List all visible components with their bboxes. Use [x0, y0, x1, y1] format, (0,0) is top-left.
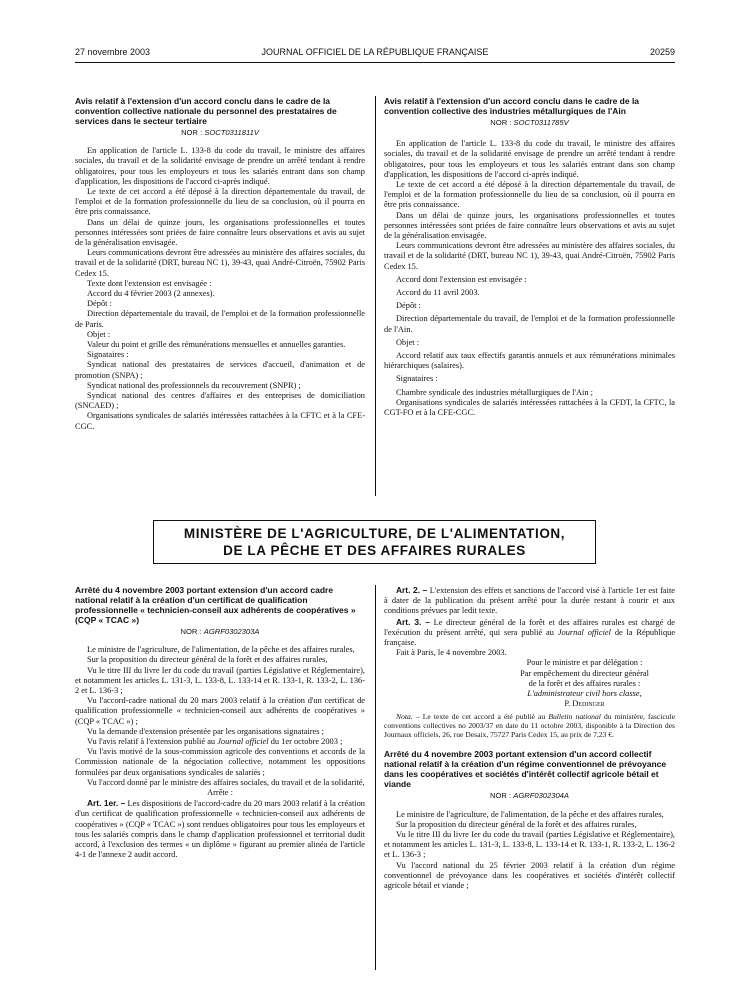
article-1: Art. 1er. – Les dispositions de l'accord-cadre du 20 mars 2003 relatif à la création d'un certificat de qualification professionnelle « technicien-conseil aux adhérents de coopératives » (CQP « TCAC ») sont rendues obligatoires pour tous les employeurs et tous les salariés compris dans le champ d'application professionnel et territorial dudit accord, à l'exclusion des termes « un diplôme » figurant au premier alinéa de l'article 4-1 de l'annexe 2 audit accord. [75, 798, 365, 860]
arrete-1-continued [384, 585, 675, 891]
article-2: Art. 2. – L'extension des effets et sanctions de l'accord visé à l'article 1er est faite à dater de la publication du présent arrêté pour la durée restant à courir et aux conditions prévues par ledit texte. [384, 585, 675, 616]
signature-block: Pour le ministre et par délégation : Par empêchement du directeur général de la forêt et des affaires rurales : L'administrateur civil hors classe, P. Dedinger [494, 658, 675, 709]
journal-title: JOURNAL OFFICIEL DE LA RÉPUBLIQUE FRANÇAISE [261, 47, 489, 57]
paragraph: Leurs communications devront être adressées au ministère des affaires sociales, du travail et de la solidarité (DRT, bureau NC 1), 39-43, quai André-Citroën, 75902 Paris Cedex 15. [75, 248, 365, 278]
paragraph: Le texte de cet accord a été déposé à la direction départementale du travail, de l'emploi et de la formation professionnelle du lieu de sa conclusion, où il pourra en être pris connaissance. [75, 187, 365, 217]
paragraph: Leurs communications devront être adressées au ministère des affaires sociales, du travail et de la solidarité (DRT, bureau NC 1), 39-43, quai André-Citroën, 75902 Paris Cedex 15. [384, 241, 675, 271]
arrete-2-title: Arrêté du 4 novembre 2003 portant extension d'un accord collectif national relatif à la création d'un régime conventionnel de prévoyance dans les coopératives et sociétés d'intérêt collectif agricole bétail et viande [384, 749, 667, 790]
paragraph: Vu l'accord national du 25 février 2003 relatif à la création d'un régime conventionnel de prévoyance dans les coopératives et sociétés d'intérêt collectif agricole bétail et viande ; [384, 860, 675, 891]
paragraph: Accord du 11 avril 2003. [396, 288, 480, 298]
ministry-banner-line-2: DE LA PÊCHE ET DES AFFAIRES RURALES [223, 543, 526, 558]
label: Texte dont l'extension est envisagée : [87, 278, 212, 288]
paragraph: Syndicat national des professionnels du recouvrement (SNPR) ; [87, 380, 301, 390]
paragraph: Direction départementale du travail, de l'emploi et de la formation professionnelle de l'Ain. [384, 314, 675, 334]
paragraph: Le ministre de l'agriculture, de l'alimentation, de la pêche et des affaires rurales, [87, 645, 355, 655]
avis-2 [384, 96, 675, 418]
label: Dépôt : [396, 301, 421, 311]
label: Signataires : [396, 374, 438, 384]
ministry-banner-line-1: MINISTÈRE DE L'AGRICULTURE, DE L'ALIMENTATION, [183, 526, 566, 541]
signatory-name: P. Dedinger [564, 699, 605, 709]
paragraph: Syndicat national des prestataires de services d'accueil, d'animation et de promotion (SNPA) ; [75, 360, 365, 380]
paragraph: Vu le titre III du livre Ier du code du travail (parties Législative et Réglementaire), et notamment les articles L. 131-3, L. 133-8, L. 133-14 et R. 133-1, R. 133-2, L. 136-2 et L. 136-3 ; [384, 830, 675, 860]
paragraph: Vu l'accord-cadre national du 20 mars 2003 relatif à la création d'un certificat de qualification professionnelle « technicien-conseil aux adhérents de coopératives » (CQP « TCAC ») ; [75, 696, 365, 726]
header-rule [75, 62, 675, 63]
paragraph: Vu l'avis motivé de la sous-commission agricole des conventions et accords de la Commission nationale de la négociation collective, notamment les oppositions formulées par deux organisations syndicales de salariés ; [75, 747, 365, 777]
paragraph: Sur la proposition du directeur général de la forêt et des affaires rurales, [87, 655, 328, 665]
column-divider-top [375, 96, 376, 496]
label: Objet : [396, 337, 420, 347]
arrete-heading: Arrête : [207, 788, 233, 798]
paragraph: Vu l'accord donné par le ministre des affaires sociales, du travail et de la solidarité, [87, 777, 365, 787]
ministry-banner [153, 520, 596, 564]
paragraph: Organisations syndicales de salariés intéressées rattachées à la CFTC et à la CFE-CGC. [75, 411, 365, 431]
paragraph: Direction départementale du travail, de l'emploi et de la formation professionnelle de Paris. [75, 309, 365, 329]
paragraph: Dans un délai de quinze jours, les organisations professionnelles et toutes personnes intéressées sont priées de faire connaître leurs observations et avis au sujet de la généralisation envisagée. [75, 217, 365, 248]
nota: Nota. – Le texte de cet accord a été publié au Bulletin national du ministère, fascicule conventions collectives no 2003/37 en date du 11 octobre 2003, disponible à la Direction des Journaux officiels, 26, rue Desaix, 75727 Paris Cedex 15, au prix de 7,23 €. [384, 712, 676, 740]
arrete-1 [75, 585, 365, 860]
avis-1-nor: NOR : SOCT0311811V [181, 128, 259, 137]
arrete-1-nor: NOR : AGRF0302303A [180, 627, 260, 636]
signature-date: Fait à Paris, le 4 novembre 2003. [396, 648, 507, 658]
avis-2-title: Avis relatif à l'extension d'un accord conclu dans le cadre de la convention collective des industries métallurgiques de l'Ain [384, 96, 640, 116]
page-number: 20259 [649, 47, 675, 57]
paragraph: Syndicat national des centres d'affaires et des entreprises de domiciliation (SNCAED) ; [75, 391, 365, 411]
paragraph: En application de l'article L. 133-8 du code du travail, le ministre des affaires sociales, du travail et de la solidarité envisage de prendre un arrêté tendant à rendre obligatoires, pour tous les employeurs et tous les salariés entrant dans son champ d'application, les dispositions de l'accord ci-après indiqué. [384, 139, 675, 179]
paragraph: Vu l'avis relatif à l'extension publié au Journal officiel du 1er octobre 2003 ; [87, 737, 343, 747]
paragraph: En application de l'article L. 133-8 du code du travail, le ministre des affaires sociales, du travail et de la solidarité envisage de prendre un arrêté tendant à rendre obligatoires, pour tous les employeurs et tous les salariés entrant dans son champ d'application, les dispositions de l'accord ci-après indiqué. [75, 146, 365, 186]
article-3: Art. 3. – Le directeur général de la forêt et des affaires rurales est chargé de l'exécution du présent arrêté, qui sera publié au Journal officiel de la République française. [384, 616, 676, 648]
paragraph: Dans un délai de quinze jours, les organisations professionnelles et toutes personnes intéressées sont priées de faire connaître leurs observations et avis au sujet de la généralisation envisagée. [384, 210, 675, 241]
paragraph: Vu le titre III du livre Ier du code du travail (parties Législative et Réglementaire), et notamment les articles L. 131-3, L. 133-8, L. 133-14 et R. 133-1, R. 133-2, L. 136-2 et L. 136-3 ; [75, 665, 365, 696]
paragraph: Sur la proposition du directeur général de la forêt et des affaires rurales, [396, 819, 637, 829]
paragraph: Le texte de cet accord a été déposé à la direction départementale du travail, de l'emploi et de la formation professionnelle du lieu de sa conclusion, où il pourra en être pris connaissance. [384, 180, 675, 210]
paragraph: Chambre syndicale des industries métallurgiques de l'Ain ; [396, 387, 593, 397]
avis-1 [75, 96, 365, 432]
paragraph: Accord relatif aux taux effectifs garantis annuels et aux rémunérations minimales hiérarchiques (salaires). [384, 351, 675, 371]
paragraph: Accord du 4 février 2003 (2 annexes). [87, 289, 215, 299]
column-divider-bottom [375, 585, 376, 970]
paragraph: Vu la demande d'extension présentée par les organisations signataires ; [87, 726, 324, 736]
arrete-2-nor: NOR : AGRF0302304A [490, 791, 569, 801]
page-header [75, 47, 675, 61]
arrete-1-title: Arrêté du 4 novembre 2003 portant extension d'un accord cadre national relatif à la création d'un certificat de qualification professionnelle « technicien-conseil aux adhérents de coopératives » (CQP « TCAC ») [75, 585, 356, 625]
avis-2-nor: NOR : SOCT0311785V [490, 118, 569, 127]
paragraph: Le ministre de l'agriculture, de l'alimentation, de la pêche et des affaires rurales, [396, 809, 664, 819]
paragraph: Valeur du point et grille des rémunérations mensuelles et annuelles garanties. [87, 340, 346, 350]
paragraph: Organisations syndicales de salariés intéressées rattachées à la CFDT, la CFTC, la CGT-FO et à la CFE-CGC. [384, 397, 675, 418]
label: Dépôt : [87, 299, 112, 309]
label: Signataires : [87, 350, 129, 360]
label: Accord dont l'extension est envisagée : [396, 274, 527, 284]
header-date: 27 novembre 2003 [75, 47, 151, 57]
label: Objet : [87, 329, 111, 339]
avis-1-title: Avis relatif à l'extension d'un accord conclu dans le cadre de la convention collective nationale du personnel des prestataires de services dans le secteur tertiaire [75, 96, 337, 126]
